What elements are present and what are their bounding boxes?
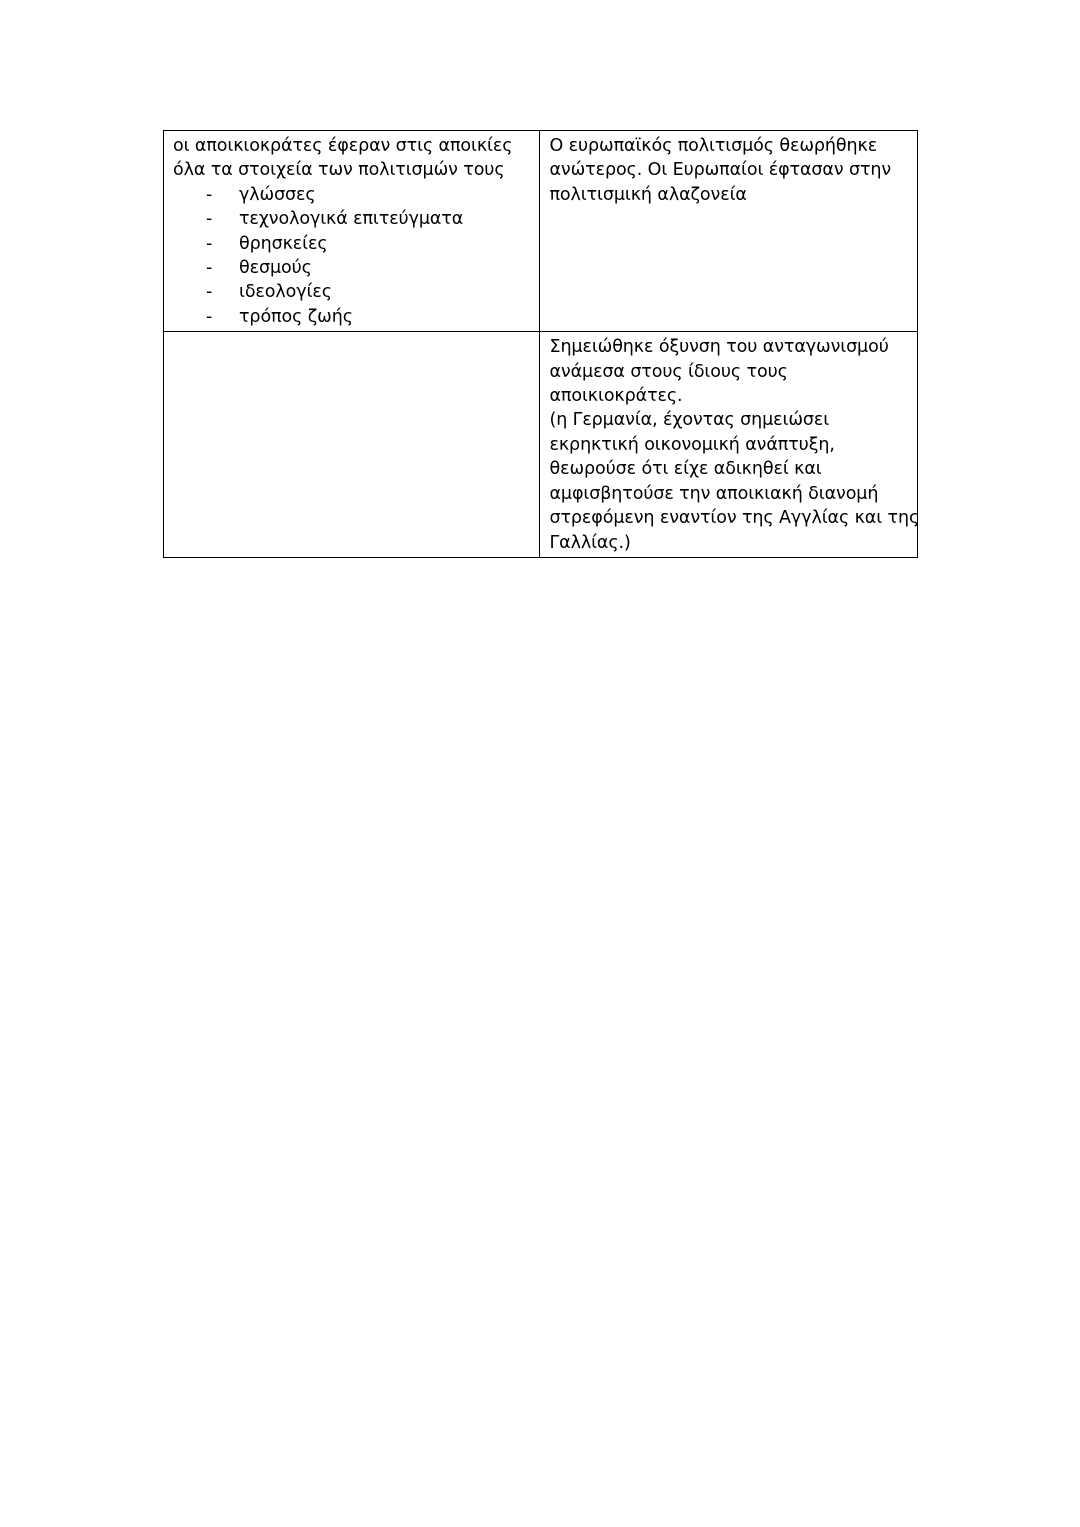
dash-bullet: - <box>206 282 213 303</box>
dash-bullet: - <box>206 233 213 254</box>
text-line: Ο ευρωπαϊκός πολιτισμός θεωρήθηκε <box>549 136 878 156</box>
dash-bullet: - <box>206 258 213 279</box>
text-line: (η Γερμανία, έχοντας σημειώσει <box>549 410 830 431</box>
list-item-text: τεχνολογικά επιτεύγματα <box>239 209 464 230</box>
text-line: εκρηκτική οικονομική ανάπτυξη, <box>549 434 835 455</box>
list-item <box>173 207 531 231</box>
text-line: στρεφόμενη εναντίον της Αγγλίας και της <box>549 508 920 529</box>
dash-bullet: - <box>206 306 213 327</box>
text-line: Σημειώθηκε όξυνση του ανταγωνισμού <box>549 337 889 358</box>
text-line: θεωρούσε ότι είχε αδικηθεί και <box>549 459 822 480</box>
list-item <box>173 183 531 207</box>
text-line: ανάμεσα στους ίδιους τους <box>549 361 788 382</box>
text-line: όλα τα στοιχεία των πολιτισμών τους <box>173 160 505 181</box>
dash-bullet: - <box>206 184 213 205</box>
list-item <box>173 280 531 304</box>
text-line: αποικιοκράτες. <box>549 386 683 407</box>
table-row <box>164 131 918 332</box>
list-item-text: γλώσσες <box>239 184 316 205</box>
list-item-text: θρησκείες <box>239 233 328 254</box>
text-line: Γαλλίας.) <box>549 532 631 553</box>
bullet-list <box>173 183 531 329</box>
list-item <box>173 232 531 256</box>
text-line: αμφισβητούσε την αποικιακή διανομή <box>549 483 879 504</box>
list-item-text: ιδεολογίες <box>239 282 332 303</box>
list-item <box>173 305 531 329</box>
table-row <box>164 332 918 558</box>
text-line: πολιτισμική αλαζονεία <box>549 184 747 205</box>
table-cell-r1-left <box>164 131 540 332</box>
text-line: ανώτερος. Οι Ευρωπαίοι έφτασαν στην <box>549 160 892 181</box>
table-cell-r2-left-empty <box>164 332 540 558</box>
table-cell-r2-right <box>540 332 918 558</box>
text-line: οι αποικιοκράτες έφεραν στις αποικίες <box>173 136 513 156</box>
comparison-table <box>163 130 918 558</box>
dash-bullet: - <box>206 209 213 230</box>
list-item-text: θεσμούς <box>239 258 312 279</box>
table-cell-r1-right <box>540 131 918 332</box>
list-item-text: τρόπος ζωής <box>239 306 353 327</box>
list-item <box>173 256 531 280</box>
